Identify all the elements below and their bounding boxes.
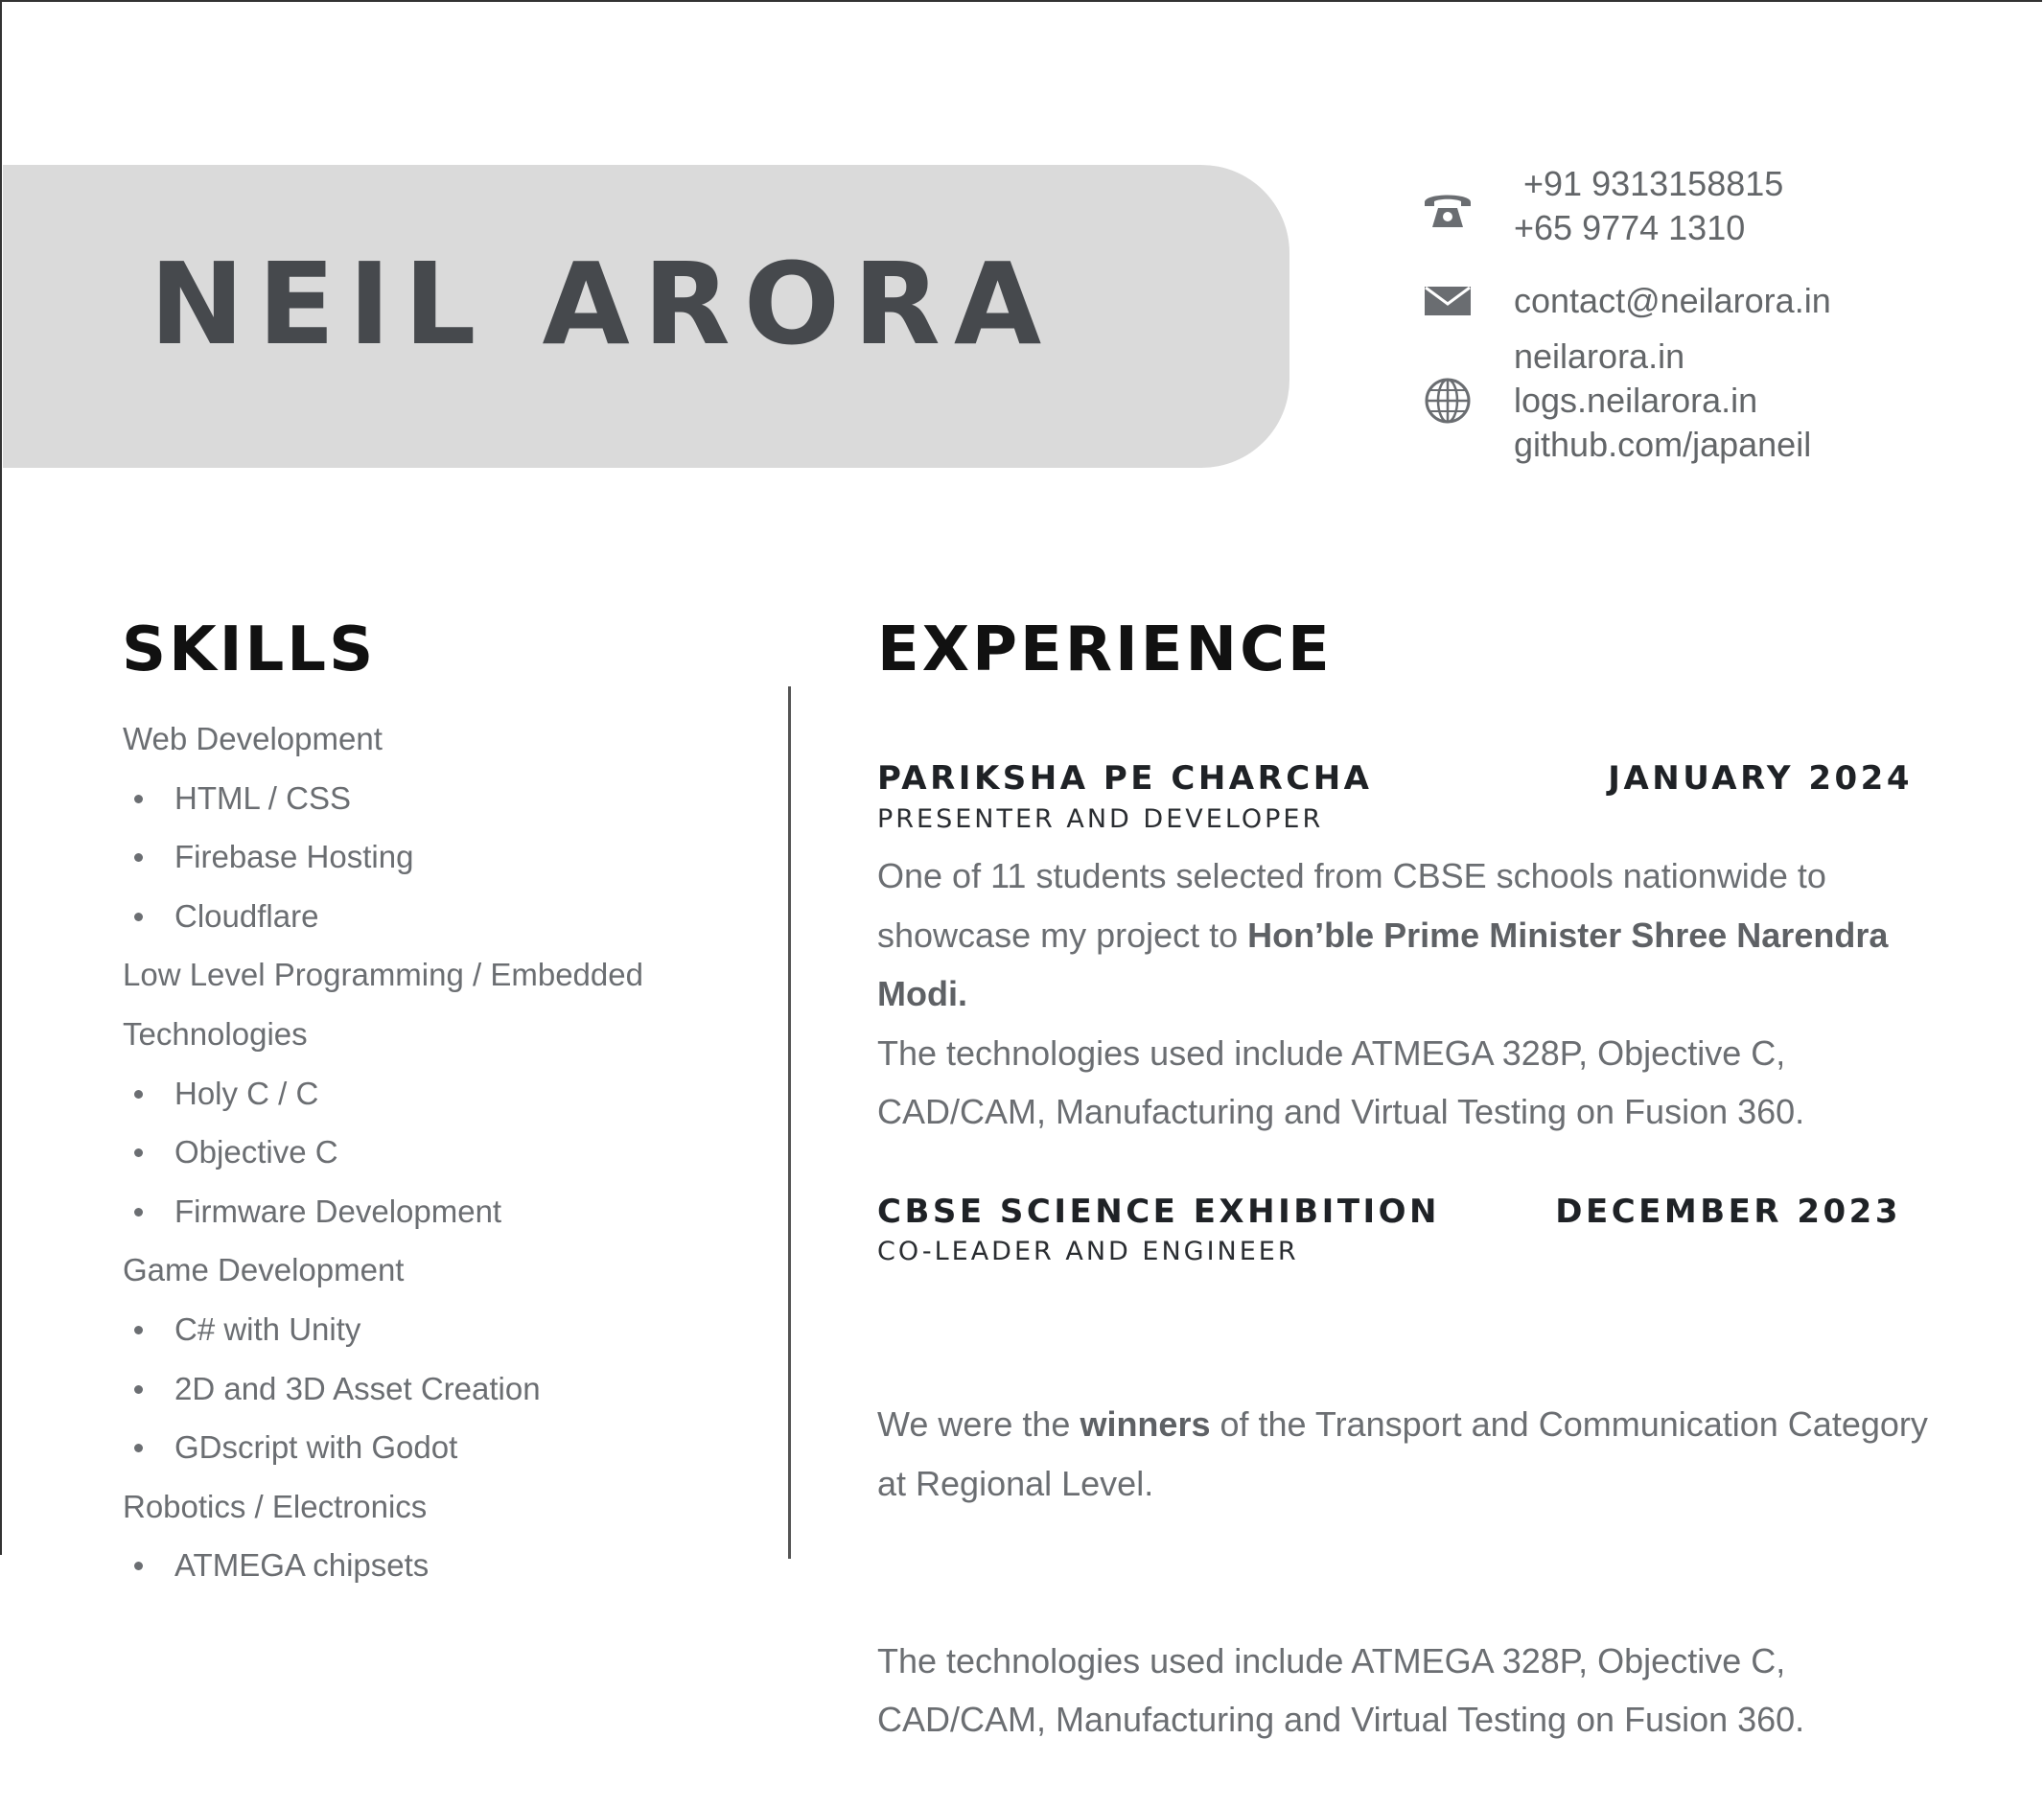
column-divider	[788, 686, 791, 1559]
summary-text: We were the	[877, 1404, 1080, 1445]
skill-item-label: Cloudflare	[174, 897, 319, 934]
skill-item	[123, 769, 698, 828]
bullet-icon	[134, 853, 143, 862]
skill-category-game: Game Development	[123, 1252, 405, 1288]
skill-item	[123, 1064, 698, 1124]
skill-item	[123, 1418, 698, 1477]
github-link[interactable]: github.com/japaneil	[1514, 425, 1812, 464]
skill-category-low-level-cont: Technologies	[123, 1015, 308, 1052]
bullet-icon	[134, 795, 143, 803]
skill-item-label: 2D and 3D Asset Creation	[174, 1370, 541, 1406]
experience-summary	[877, 846, 1941, 1024]
skills-heading: SKILLS	[122, 614, 377, 685]
summary-highlight: Hon’ble Prime Minister Shree Narendra Modi.	[877, 915, 1889, 1014]
email-address[interactable]: contact@neilarora.in	[1514, 281, 1831, 320]
logs-link[interactable]: logs.neilarora.in	[1514, 381, 1758, 420]
phone-number-singapore: +65 9774 1310	[1514, 208, 1746, 247]
skill-item	[123, 1182, 698, 1241]
summary-highlight: winners	[1080, 1404, 1211, 1445]
experience-date: DECEMBER 2023	[1555, 1193, 1901, 1231]
skill-item	[123, 827, 698, 887]
experience-role: CO-LEADER AND ENGINEER	[877, 1237, 1299, 1266]
candidate-name: NEIL ARORA	[150, 238, 1056, 370]
experience-description	[877, 1277, 1947, 1808]
bullet-icon	[134, 1208, 143, 1217]
bullet-icon	[134, 1385, 143, 1394]
skill-item	[123, 1536, 698, 1595]
skill-item	[123, 1123, 698, 1182]
skill-item-label: Firmware Development	[174, 1193, 502, 1229]
skill-item	[123, 1300, 698, 1359]
skill-item-label: ATMEGA chipsets	[174, 1547, 430, 1584]
phone-number-india: +91 9313158815	[1514, 164, 1784, 203]
skill-item	[123, 887, 698, 946]
bullet-icon	[134, 1090, 143, 1099]
skill-item-label: C# with Unity	[174, 1310, 361, 1347]
bullet-icon	[134, 1326, 143, 1334]
experience-technologies: The technologies used include ATMEGA 328P, Objective C, CAD/CAM, Manufacturing and Virtual Testing on Fusion 360.	[877, 1640, 1805, 1740]
summary-text-end: of the Transport and Communication Category at Regional Level.	[877, 1404, 1947, 1503]
skills-list	[123, 709, 698, 1595]
website-link[interactable]: neilarora.in	[1514, 336, 1685, 376]
bullet-icon	[134, 913, 143, 921]
skill-item	[123, 1359, 698, 1419]
skill-item-label: Objective C	[174, 1134, 338, 1171]
experience-technologies: The technologies used include ATMEGA 328P, Objective C, CAD/CAM, Manufacturing and Virtual Testing on Fusion 360.	[877, 1032, 1805, 1132]
bullet-icon	[134, 1562, 143, 1570]
experience-description	[877, 846, 1941, 1142]
bullet-icon	[134, 1444, 143, 1452]
envelope-icon	[1421, 284, 1475, 318]
summary-text: One of 11 students selected from CBSE schools nationwide to showcase my project to	[877, 856, 1826, 955]
experience-role: PRESENTER AND DEVELOPER	[877, 804, 1324, 834]
skill-item-label: GDscript with Godot	[174, 1429, 458, 1466]
experience-heading: EXPERIENCE	[877, 614, 1333, 685]
skill-category-robotics: Robotics / Electronics	[123, 1488, 428, 1524]
skill-category-web: Web Development	[123, 721, 383, 756]
experience-summary	[877, 1395, 1947, 1513]
skill-category-low-level: Low Level Programming / Embedded	[123, 957, 643, 993]
skill-item-label: Holy C / C	[174, 1075, 319, 1111]
bullet-icon	[134, 1148, 143, 1157]
phone-icon	[1421, 184, 1475, 232]
experience-title: CBSE SCIENCE EXHIBITION	[877, 1193, 1441, 1231]
globe-icon	[1421, 376, 1475, 426]
experience-date: JANUARY 2024	[1608, 759, 1913, 798]
skill-item-label: Firebase Hosting	[174, 839, 414, 875]
skill-item-label: HTML / CSS	[174, 779, 351, 816]
experience-title: PARIKSHA PE CHARCHA	[877, 759, 1373, 798]
